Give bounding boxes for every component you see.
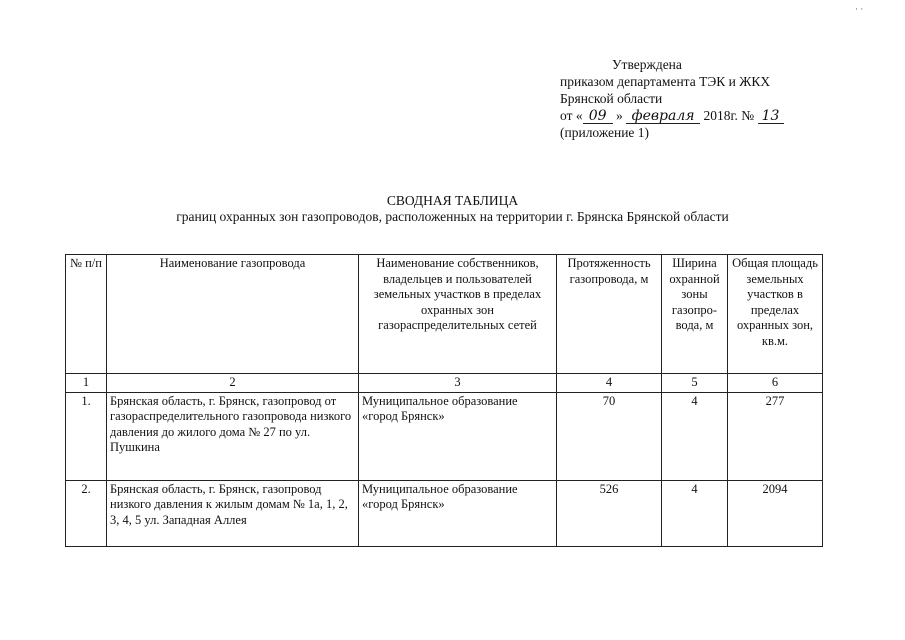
column-number: 6 [728, 374, 823, 393]
row-zone-width: 4 [662, 480, 728, 546]
column-number-row [66, 374, 823, 393]
row-pipeline-name: Брянская область, г. Брянск, газопровод низкого давления к жилым домам № 1а, 1, 2, 3, 4, 5 ул. Западная Аллея [107, 480, 359, 546]
approval-date-line [560, 107, 784, 124]
date-prefix: от « [560, 108, 583, 123]
column-number: 5 [662, 374, 728, 393]
table-row [66, 480, 823, 546]
approval-appendix: (приложение 1) [560, 125, 650, 140]
row-num: 1. [66, 392, 107, 480]
row-pipeline-name: Брянская область, г. Брянск, газопровод от газораспределительного газопровода низкого давления до жилого дома № 27 по ул. Пушкина [107, 392, 359, 480]
document-heading [0, 193, 905, 225]
header-pipeline-name: Наименование газопровода [107, 255, 359, 374]
date-quote: » [615, 108, 623, 123]
column-number: 4 [557, 374, 662, 393]
date-month: февраля [626, 110, 700, 124]
row-owner: Муниципальное образование «город Брянск» [359, 480, 557, 546]
approval-title: Утверждена [612, 57, 682, 72]
approval-block [560, 56, 784, 141]
scan-speck: · · [855, 4, 864, 14]
row-num: 2. [66, 480, 107, 546]
header-area: Общая площадь земельных участков в пределах охранных зон, кв.м. [728, 255, 823, 374]
column-number: 1 [66, 374, 107, 393]
column-number: 3 [359, 374, 557, 393]
row-owner: Муниципальное образование «город Брянск» [359, 392, 557, 480]
date-year: 2018г. [703, 108, 738, 123]
row-zone-width: 4 [662, 392, 728, 480]
row-area: 2094 [728, 480, 823, 546]
header-num: № п/п [66, 255, 107, 374]
approval-region: Брянской области [560, 91, 663, 106]
header-owners: Наименование собственников, владельцев и пользователей земельных участков в пределах охранных зон газораспределительных сетей [359, 255, 557, 374]
document-subtitle: границ охранных зон газопроводов, расположенных на территории г. Брянска Брянской области [176, 209, 729, 224]
column-number: 2 [107, 374, 359, 393]
summary-table [65, 254, 823, 547]
order-number: 13 [758, 110, 784, 124]
approval-department: приказом департамента ТЭК и ЖКХ [560, 74, 771, 89]
row-length: 70 [557, 392, 662, 480]
header-zone-width: Ширина охранной зоны газопро-вода, м [662, 255, 728, 374]
header-length: Протяженность газопровода, м [557, 255, 662, 374]
row-area: 277 [728, 392, 823, 480]
table-row [66, 392, 823, 480]
number-sign: № [741, 108, 755, 123]
date-day: 09 [583, 110, 613, 124]
document-title: СВОДНАЯ ТАБЛИЦА [386, 193, 519, 208]
row-length: 526 [557, 480, 662, 546]
table-header-row [66, 255, 823, 374]
